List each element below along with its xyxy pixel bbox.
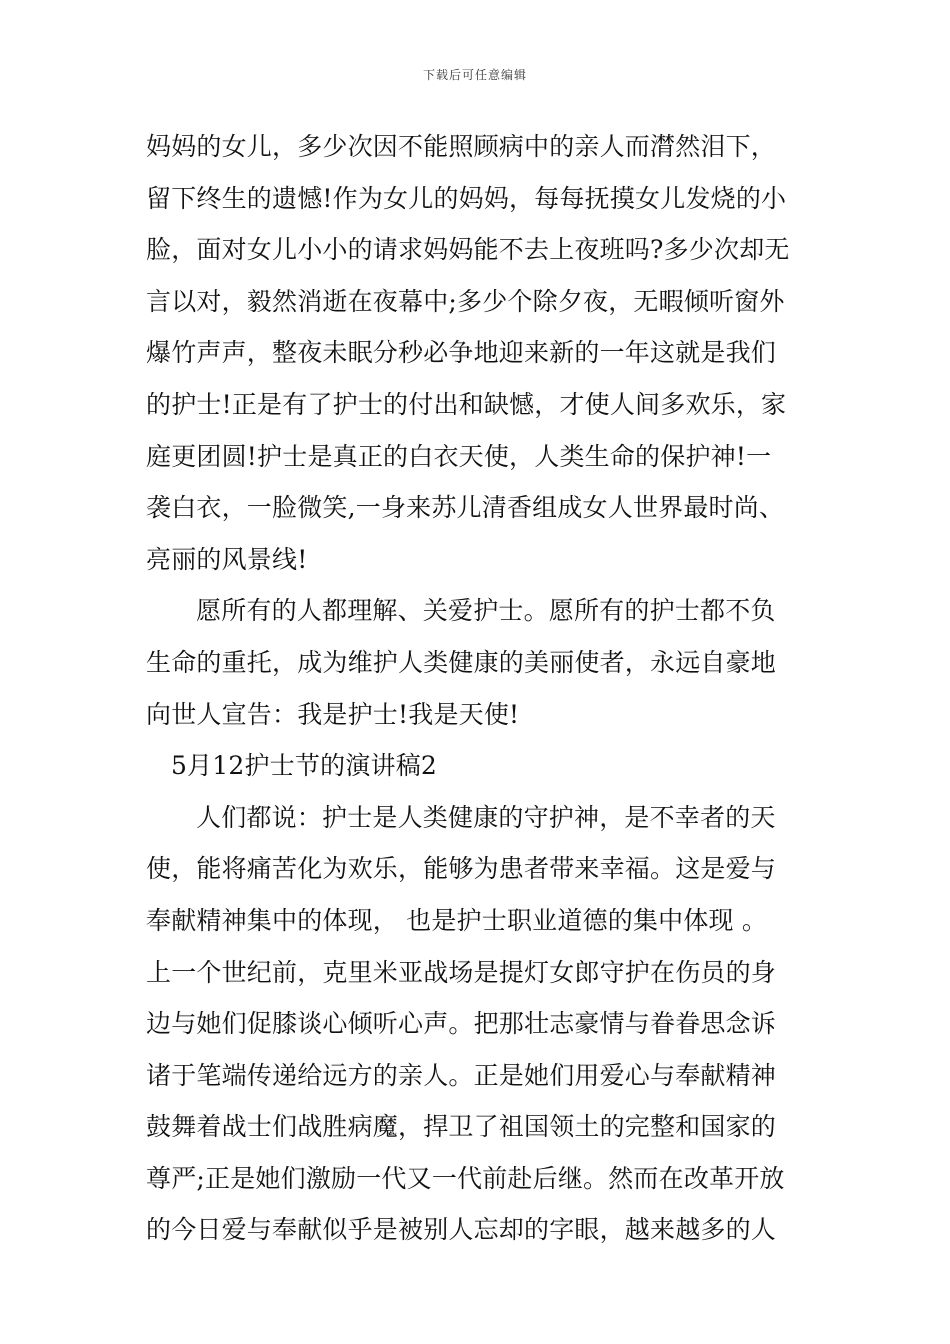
- text-line: 袭白衣，一脸微笑,一身来苏儿清香组成女人世界最时尚、: [146, 493, 785, 523]
- page-header: 下载后可任意编辑: [422, 68, 527, 82]
- text-line: 爆竹声声，整夜未眠分秒必争地迎来新的一年这就是我们: [146, 338, 777, 368]
- text-line: 留下终生的遗憾!作为女儿的妈妈，每每抚摸女儿发烧的小: [146, 183, 787, 213]
- text-line: 奉献精神集中的体现， 也是护士职业道德的集中体现 。: [146, 905, 768, 935]
- text-line: 鼓舞着战士们战胜病魔，捍卫了祖国领土的完整和国家的: [146, 1112, 777, 1142]
- text-line: 诸于笔端传递给远方的亲人。正是她们用爱心与奉献精神: [146, 1060, 777, 1090]
- text-line: 脸，面对女儿小小的请求妈妈能不去上夜班吗?多少次却无: [146, 235, 790, 265]
- text-line: 亮丽的风景线!: [146, 544, 308, 574]
- text-line: 向世人宣告：我是护士!我是天使!: [146, 699, 520, 729]
- text-line: 言以对，毅然消逝在夜幕中;多少个除夕夜，无暇倾听窗外: [146, 286, 785, 316]
- section-title: 5月12护士节的演讲稿2: [171, 751, 438, 781]
- text-line: 生命的重托，成为维护人类健康的美丽使者，永远自豪地: [146, 647, 777, 677]
- text-line: 尊严;正是她们激励一代又一代前赴后继。然而在改革开放: [146, 1163, 785, 1193]
- text-line: 庭更团圆!护士是真正的白衣天使，人类生命的保护神!一: [146, 441, 772, 471]
- text-line: 妈妈的女儿，多少次因不能照顾病中的亲人而潸然泪下，: [146, 132, 777, 161]
- text-line: 使，能将痛苦化为欢乐，能够为患者带来幸福。这是爱与: [146, 854, 777, 884]
- text-line: 上一个世纪前，克里米亚战场是提灯女郎守护在伤员的身: [146, 957, 777, 987]
- paragraph-start-line: 愿所有的人都理解、关爱护士。愿所有的护士都不负: [196, 596, 776, 626]
- document-body: [146, 128, 810, 1263]
- text-line: 边与她们促膝谈心倾听心声。把那壮志豪情与眷眷思念诉: [146, 1009, 777, 1039]
- text-line: 的今日爱与奉献似乎是被别人忘却的字眼，越来越多的人: [146, 1215, 777, 1245]
- paragraph-start-line: 人们都说：护士是人类健康的守护神，是不幸者的天: [196, 802, 776, 832]
- text-line: 的护士!正是有了护士的付出和缺憾，才使人间多欢乐，家: [146, 389, 787, 419]
